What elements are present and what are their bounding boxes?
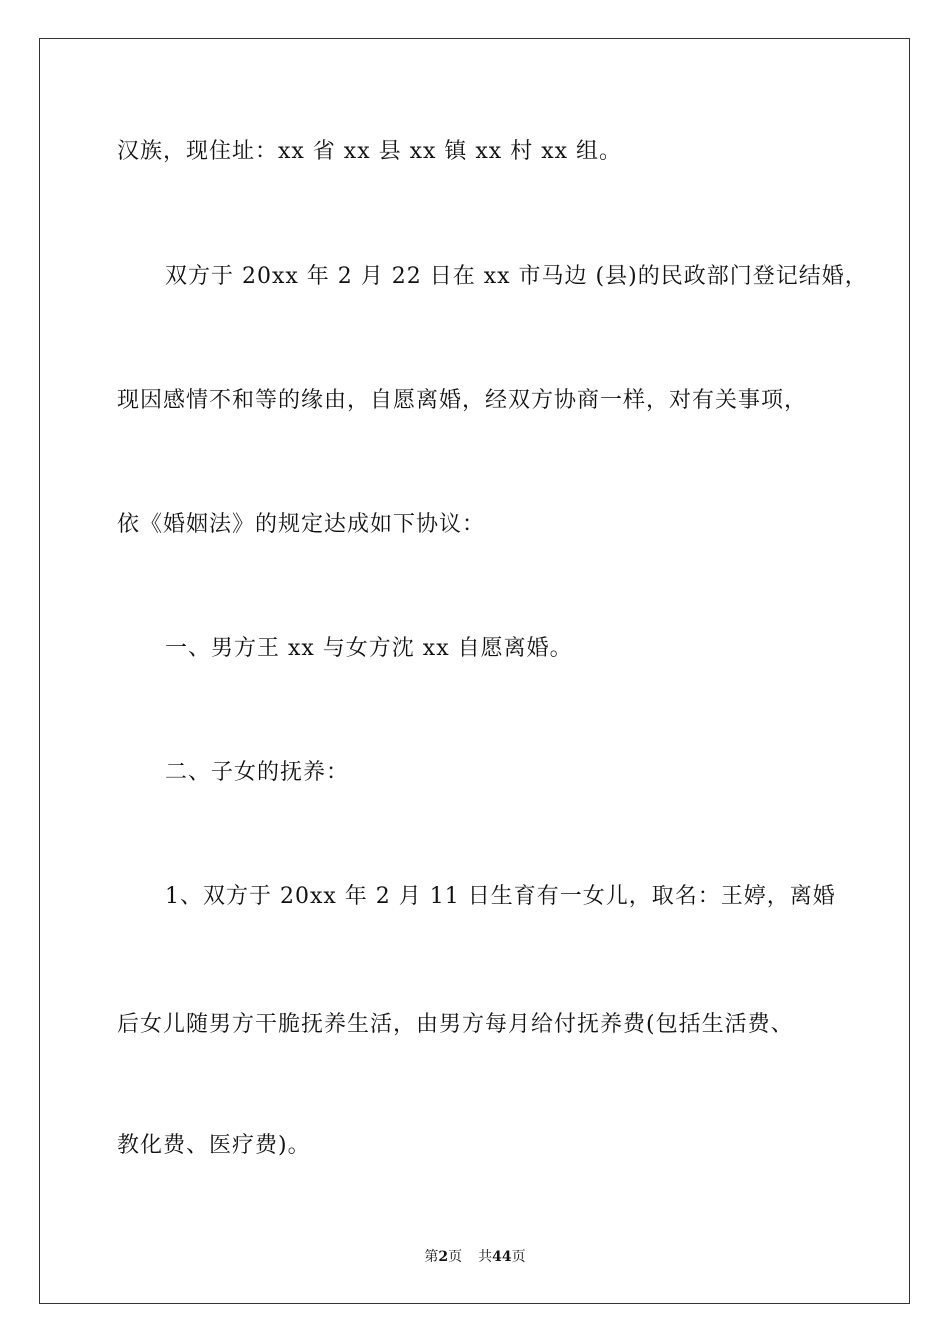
page-current: 2 <box>438 1249 449 1265</box>
paragraph-line: 双方于 20xx 年 2 月 22 日在 xx 市马边 (县)的民政部门登记结婚， <box>165 264 868 289</box>
total-suffix: 页 <box>511 1249 526 1265</box>
page-suffix: 页 <box>448 1249 463 1265</box>
page-footer <box>0 1248 950 1266</box>
paragraph-line: 一、男方王 xx 与女方沈 xx 自愿离婚。 <box>165 636 573 661</box>
paragraph-line: 依《婚姻法》的规定达成如下协议： <box>117 512 486 537</box>
page-prefix: 第 <box>424 1249 439 1265</box>
paragraph-line: 二、子女的抚养： <box>165 760 350 785</box>
total-prefix: 共 <box>478 1249 493 1265</box>
paragraph-line: 汉族，现住址：xx 省 xx 县 xx 镇 xx 村 xx 组。 <box>117 139 623 164</box>
paragraph-line: 后女儿随男方干脆抚养生活，由男方每月给付抚养费(包括生活费、 <box>117 1012 794 1037</box>
page-border <box>39 38 910 1304</box>
page-total: 44 <box>492 1249 512 1265</box>
paragraph-line: 现因感情不和等的缘由，自愿离婚，经双方协商一样，对有关事项， <box>117 388 808 413</box>
paragraph-line: 1、双方于 20xx 年 2 月 11 日生育有一女儿，取名：王婷，离婚 <box>165 884 836 909</box>
paragraph-line: 教化费、医疗费)。 <box>117 1133 311 1158</box>
